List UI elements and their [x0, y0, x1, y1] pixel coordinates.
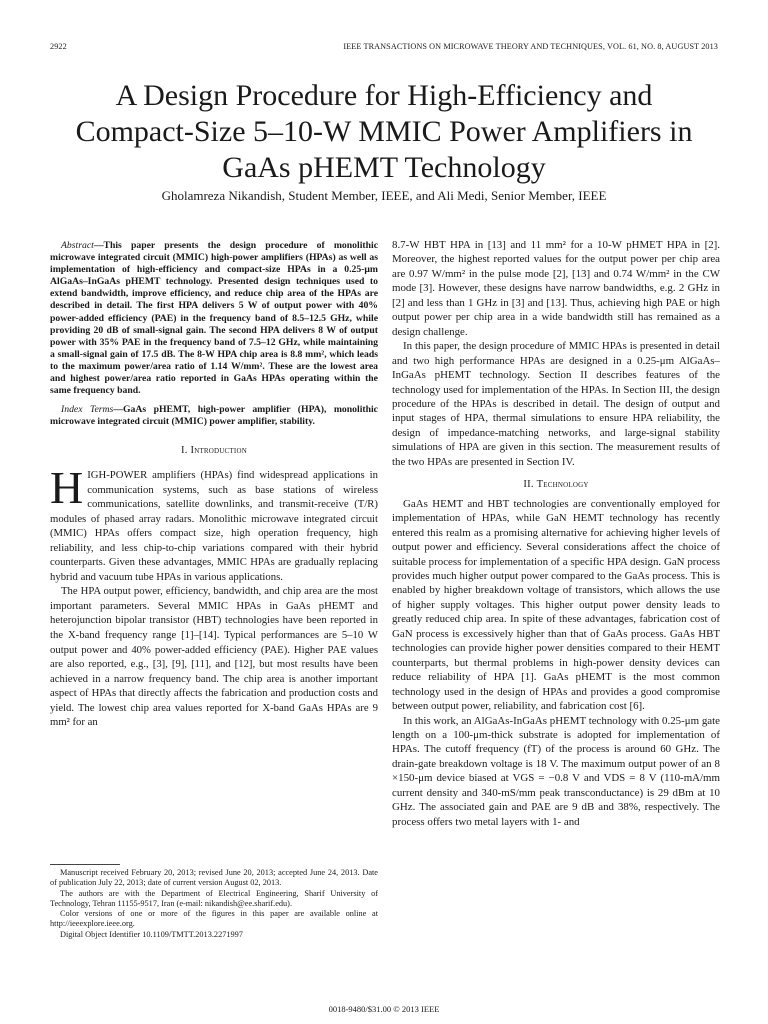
section-number: I. [181, 445, 191, 457]
section-title: Technology [536, 479, 589, 491]
intro-paragraph-1-text: IGH-POWER amplifiers (HPAs) find widespread applications in communication systems, such as base stations of wireless communications, satellite downlinks, and transmit-receive (T/R) modules of phased array radars. Monolithic microwave integrated circuit (MMIC) HPAs offers compact size, high operation frequency, high reliability, and less chip-to-chip variations compared with their hybrid counterparts. Given these advantages, MMIC HPAs are gradually replacing hybrid and vacuum tube HPAs in various applications. [50, 468, 378, 583]
right-paragraph-1: 8.7-W HBT HPA in [13] and 11 mm² for a 10-W pHMET HPA in [2]. Moreover, the highest reported values for the output power per chip area are 0.97 W/mm² in the pulse mode [2], [13] and 0.74 W/mm² in the CW mode [3]. However, these designs have narrow bandwidths, e.g. 2 GHz in [2] and less than 1 GHz in [3] and [13]. Thus, achieving high PAE or high output power per chip area in a wide bandwidth still has remained as a design challenge. [392, 239, 720, 338]
author-line: Gholamreza Nikandish, Student Member, IEEE, and Ali Medi, Senior Member, IEEE [161, 188, 607, 203]
footnote-manuscript: Manuscript received February 20, 2013; revised June 20, 2013; accepted June 24, 2013. Date of publication July 22, 2013; date of current version August 02, 2013. [50, 868, 378, 888]
footnote-color: Color versions of one or more of the figures in this paper are available online at http://ieeexplore.ieee.org. [50, 909, 378, 929]
section-heading-introduction [50, 444, 378, 459]
paper-title [40, 78, 728, 186]
running-header [50, 42, 718, 54]
tech-paragraph-2: In this work, an AlGaAs-InGaAs pHEMT technology with 0.25-μm gate length on a 100-μm-thick substrate is adopted for implementation of HPAs. The cutoff frequency (fT) of the process is around 60 GHz. The drain-gate breakdown voltage is 18 V. The maximum output power of an 8 ×150-μm device biased at VGS = −0.8 V and VDS = 8 V (110-mA/mm current density and 340-mS/mm peak transconductance) is 29 dBm at 10 GHz. The associated gain and PAE are 9 dB and 38%, respectively. The process offers two metal layers with 1- and [392, 714, 720, 828]
tech-paragraph-1: GaAs HEMT and HBT technologies are conventionally employed for implementation of HPAs, while GaN HEMT technology has recently entered this realm as a promising alternative for achieving higher levels of output power and efficiency. Several considerations affect the choice of suitable process for implementation of a specific HPA design. GaN process provides much higher output power compared to the GaAs process. This is enabled by higher breakdown voltage of transistors, which allows the use of higher supply voltages. This higher output power density leads to greatly reduced chip area. In spite of these advantages, fabrication cost of GaN process is excessively higher than that of GaAs process. GaAs HBT technologies can provide higher power densities compared to their HEMT counterparts, but thermal problems in high-power density devices can reduce reliability of HPA [1]. GaAs pHEMT is the most common technology used in the design of HPAs and provides a good compromise between output power, reliability, and fabrication cost [6]. [392, 497, 720, 713]
index-terms [50, 404, 378, 428]
section-heading-technology [392, 478, 720, 492]
drop-cap: H [50, 461, 84, 513]
section-title: Introduction [190, 445, 247, 457]
footnotes [50, 868, 378, 940]
footnote-authors: The authors are with the Department of Electrical Engineering, Sharif University of Technology, Tehran 11155-9517, Iran (e-mail: nikandish@ee.sharif.edu). [50, 888, 378, 908]
title-line-1: A Design Procedure for High-Efficiency and [115, 79, 653, 112]
index-terms-text: —GaAs pHEMT, high-power amplifier (HPA), monolithic microwave integrated circuit (MMIC) power amplifier, stability. [50, 404, 378, 428]
section-number: II. [523, 479, 537, 491]
abstract-text: —This paper presents the design procedure of monolithic microwave integrated circuit (MMIC) high-power amplifiers (HPAs) as well as implementation of high-efficiency and compact-size HPAs in a 0.25-μm AlGaAs–InGaAs pHEMT technology. Presented design techniques used to extend bandwidth, improve efficiency, and reduce chip area of the HPAs are described in detail. The first HPA delivers 5 W of output power with 40% power-added efficiency (PAE) in the frequency band of 8.5–12.5 GHz, while providing 20 dB of small-signal gain. The second HPA delivers 8 W of output power with 35% PAE in the frequency band of 7.5–12 GHz, while maintaining a small-signal gain of 17.5 dB. The 8-W HPA chip area is 8.8 mm², which leads to the maximum power/area ratio of 1.14 W/mm². These are the lowest area and highest power/area ratio reported in GaAs HPAs operating within the same frequency band. [50, 240, 378, 397]
index-terms-label: Index Terms [61, 404, 114, 416]
journal-name: IEEE TRANSACTIONS ON MICROWAVE THEORY AND TECHNIQUES, VOL. 61, NO. 8, AUGUST 2013 [343, 42, 718, 51]
abstract-label: Abstract [61, 240, 94, 251]
footnote-rule [50, 864, 120, 865]
title-line-3: GaAs pHEMT Technology [222, 151, 546, 184]
intro-paragraph-2: The HPA output power, efficiency, bandwidth, and chip area are the most important parameters. Several MMIC HPAs in GaAs pHEMT and heterojunction bipolar transistor (HBT) technologies have been reported in the X-band frequency range [1]–[14]. Typical performances are 5–10 W output power and 40% power-added efficiency (PAE). Higher PAE values are also reported, e.g., [3], [9], [11], and [12], but most results have been achieved in a narrow frequency band. The chip area is another important aspect of HPAs that directly affects the fabrication and production costs and yield. The lowest chip area values reported for X-band GaAs HPAs are 9 mm² for an [50, 585, 378, 729]
copyright-line: 0018-9480/$31.00 © 2013 IEEE [328, 1004, 440, 1014]
page-number: 2922 [50, 42, 67, 51]
intro-paragraph-1 [50, 461, 378, 584]
right-column [392, 238, 720, 829]
right-paragraph-2: In this paper, the design procedure of MMIC HPAs is presented in detail and two high performance HPAs are designed in a 0.25-μm AlGaAs–InGaAs pHEMT technology. Section II describes features of the technology used for implementation of the HPAs. In Section III, the design procedure of the HPAs is described in detail. The design of output and input stages of HPA, thermal simulations to ensure HPA reliability, the design of impedance-matching networks, and large-signal stability simulations of HPA are given in this section. The measurement results of the two HPAs are presented in Section IV. [392, 340, 720, 468]
abstract [50, 240, 378, 397]
footnote-doi: Digital Object Identifier 10.1109/TMTT.2013.2271997 [60, 929, 243, 939]
left-column [50, 240, 378, 730]
title-line-2: Compact-Size 5–10-W MMIC Power Amplifiers in [75, 115, 693, 148]
